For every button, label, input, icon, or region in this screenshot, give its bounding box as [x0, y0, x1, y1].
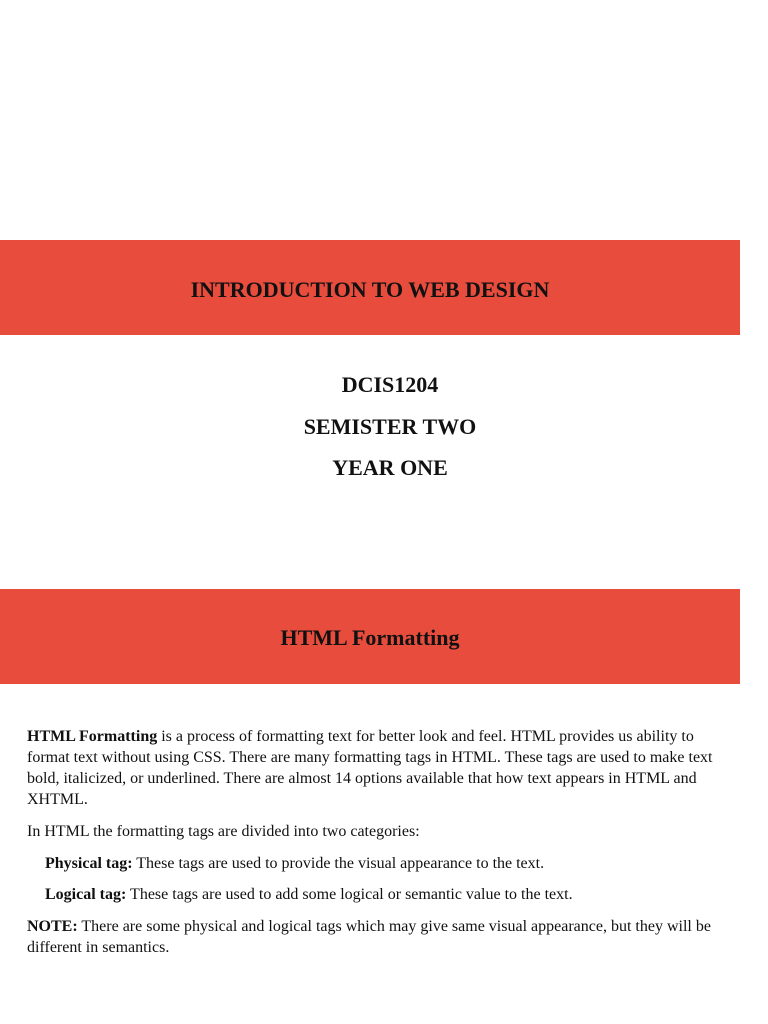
physical-tag-item [45, 853, 735, 874]
intro-paragraph [27, 726, 737, 810]
section-title: HTML Formatting [280, 624, 460, 650]
logical-tag-item [45, 884, 735, 905]
intro-text: is a process of formatting text for better look and feel. HTML provides us ability to format text without using CSS. There are many formatting tags in HTML. These tags are used to make text bold, italicized, or underlined. There are almost 14 options available that how text appears in HTML and XHTML. [27, 728, 713, 808]
title-banner [0, 240, 740, 335]
document-title: INTRODUCTION TO WEB DESIGN [190, 276, 550, 302]
intro-bold-term: HTML Formatting [27, 728, 158, 745]
categories-paragraph: In HTML the formatting tags are divided into two categories: [27, 823, 420, 840]
course-year: YEAR ONE [332, 455, 448, 480]
logical-tag-label: Logical tag: [45, 886, 127, 903]
section-banner [0, 589, 740, 684]
physical-tag-text: These tags are used to provide the visual appearance to the text. [132, 855, 545, 872]
note-label: NOTE: [27, 918, 78, 935]
note-text: There are some physical and logical tags which may give same visual appearance, but they will be different in semantics. [27, 918, 711, 956]
physical-tag-label: Physical tag: [45, 855, 133, 872]
logical-tag-text: These tags are used to add some logical or semantic value to the text. [126, 886, 573, 903]
course-code: DCIS1204 [341, 372, 439, 397]
note-paragraph [27, 916, 737, 958]
course-semester: SEMISTER TWO [303, 414, 477, 439]
